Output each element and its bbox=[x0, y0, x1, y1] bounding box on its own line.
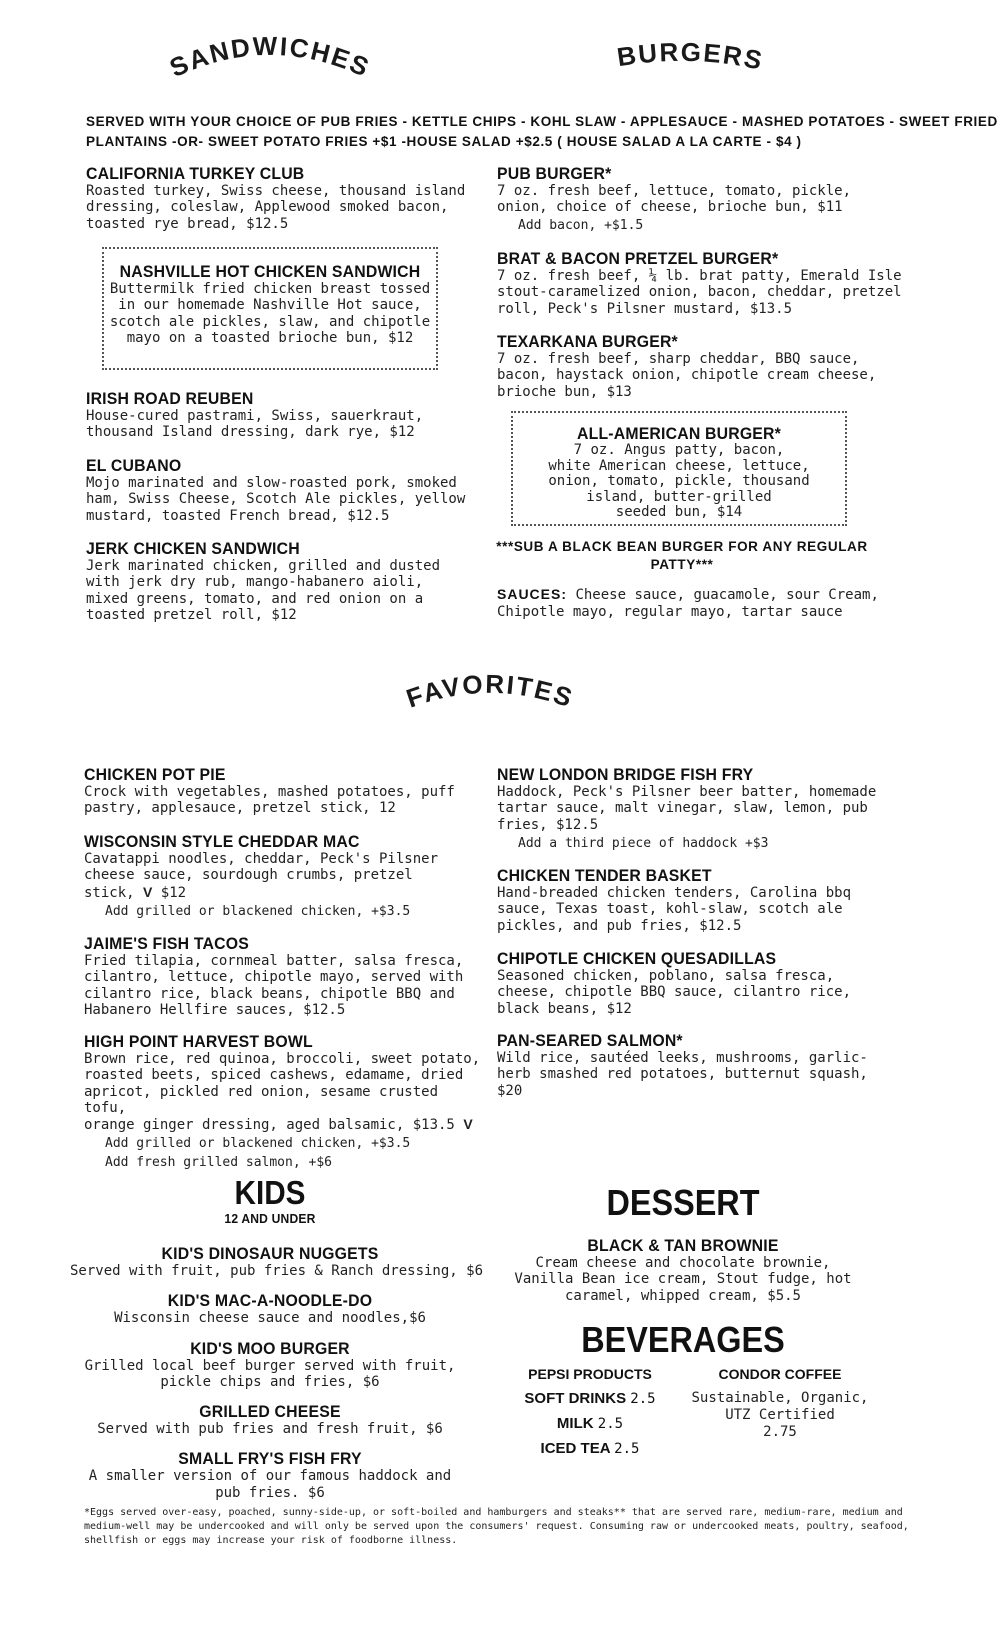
burgers-header bbox=[600, 22, 780, 82]
item-addon: Add bacon, +$1.5 bbox=[518, 217, 644, 233]
item-description: Brown rice, red quinoa, broccoli, sweet potato, roasted beets, spiced cashews, edamame, dried apricot, pickled red onion, sesame crusted tofu, bbox=[84, 1051, 481, 1116]
favorite-cheddar-mac bbox=[84, 832, 484, 920]
sauces-label: SAUCES: bbox=[497, 586, 568, 602]
item-description: Haddock, Peck's Pilsner beer batter, homemade tartar sauce, malt vinegar, slaw, lemon, pub fries, $12.5 bbox=[497, 784, 877, 833]
item-addon-1: Add grilled or blackened chicken, +$3.5 bbox=[105, 1136, 411, 1152]
sandwich-el-cubano bbox=[86, 456, 486, 524]
item-name: BLACK & TAN BROWNIE bbox=[587, 1236, 779, 1255]
item-name: GRILLED CHEESE bbox=[199, 1402, 341, 1422]
served-with-note bbox=[86, 112, 998, 152]
svg-text:FAVORITES: FAVORITES bbox=[402, 668, 578, 714]
item-description: Roasted turkey, Swiss cheese, thousand island dressing, coleslaw, Applewood smoked bacon, toasted rye bread, $12.5 bbox=[86, 183, 466, 232]
sandwich-california-turkey-club bbox=[86, 164, 486, 232]
favorite-chicken-tender-basket bbox=[497, 866, 937, 934]
item-name: CALIFORNIA TURKEY CLUB bbox=[86, 164, 305, 183]
black-bean-sub-note: ***SUB A BLACK BEAN BURGER FOR ANY REGULAR PATTY*** bbox=[496, 539, 868, 572]
item-name: KID'S MOO BURGER bbox=[190, 1338, 350, 1358]
soft-drinks-price: 2.5 bbox=[630, 1391, 656, 1407]
item-description: Wisconsin cheese sauce and noodles,$6 bbox=[114, 1310, 426, 1327]
item-name: JERK CHICKEN SANDWICH bbox=[86, 539, 300, 558]
item-name: PAN-SEARED SALMON* bbox=[497, 1031, 683, 1050]
item-description: Jerk marinated chicken, grilled and dusted with jerk dry rub, mango-habanero aioli, mixed greens, tomato, and red onion on a toasted pretzel roll, $12 bbox=[86, 558, 441, 623]
condor-coffee-description: Sustainable, Organic, UTZ Certified 2.75 bbox=[691, 1390, 869, 1440]
dessert-title: DESSERT bbox=[606, 1182, 760, 1223]
item-description: 7 oz. fresh beef, sharp cheddar, BBQ sauce, bacon, haystack onion, chipotle cream cheese, brioche bun, $13 bbox=[497, 351, 877, 400]
item-addon: Add grilled or blackened chicken, +$3.5 bbox=[105, 903, 411, 919]
iced-tea-price: 2.5 bbox=[614, 1441, 640, 1457]
item-name: SMALL FRY'S FISH FRY bbox=[178, 1449, 362, 1469]
sauces-row-1 bbox=[497, 584, 937, 604]
sandwich-nashville-hot-box bbox=[102, 247, 438, 370]
pepsi-products bbox=[505, 1366, 675, 1457]
beverages-title: BEVERAGES bbox=[581, 1319, 785, 1360]
sauces-line bbox=[497, 584, 937, 620]
item-name: TEXARKANA BURGER* bbox=[497, 332, 678, 351]
kids-grilled-cheese bbox=[70, 1402, 470, 1437]
item-description: 7 oz. fresh beef, ¼ lb. brat patty, Emerald Isle stout-caramelized onion, bacon, cheddar, pretzel roll, Peck's Pilsner mustard, $13.5 bbox=[497, 268, 902, 317]
served-with-line-2: PLANTAINS -OR- SWEET POTATO FRIES +$1 -HOUSE SALAD +$2.5 ( HOUSE SALAD A LA CARTE - $4 ) bbox=[86, 134, 802, 149]
kids-subtitle: 12 AND UNDER bbox=[224, 1211, 316, 1226]
item-description: Cream cheese and chocolate brownie, Vanilla Bean ice cream, Stout fudge, hot caramel, whipped cream, $5.5 bbox=[514, 1255, 852, 1304]
svg-text:BURGERS: BURGERS bbox=[615, 36, 767, 76]
svg-text:SANDWICHES: SANDWICHES bbox=[165, 30, 375, 84]
milk-item bbox=[505, 1415, 675, 1432]
footnote: *Eggs served over-easy, poached, sunny-side-up, or soft-boiled and hamburgers and steaks** that are served rare, medium-rare, medium and medium-well may be undercooked and will only be served upon the consumers' request. Consuming raw or undercooked meats, poultry, seafood, shellfish or eggs may increase your risk of foodborne illness. bbox=[84, 1507, 909, 1546]
condor-coffee-label: CONDOR COFFEE bbox=[718, 1366, 842, 1382]
condor-coffee bbox=[680, 1366, 880, 1441]
sauces-text: Cheese sauce, guacamole, sour Cream, bbox=[567, 587, 879, 603]
kids-title: KIDS bbox=[234, 1174, 306, 1211]
item-name: BRAT & BACON PRETZEL BURGER* bbox=[497, 249, 779, 268]
item-description: Hand-breaded chicken tenders, Carolina bbq sauce, Texas toast, kohl-slaw, scotch ale pickles, and pub fries, $12.5 bbox=[497, 885, 852, 934]
item-name: CHICKEN TENDER BASKET bbox=[497, 866, 712, 885]
item-name: EL CUBANO bbox=[86, 456, 182, 475]
item-name: KID'S DINOSAUR NUGGETS bbox=[161, 1244, 379, 1263]
vegetarian-icon: V bbox=[463, 1116, 473, 1133]
sauces-text-2: Chipotle mayo, regular mayo, tartar sauce bbox=[497, 604, 843, 620]
item-description-last bbox=[84, 1116, 484, 1133]
kids-mac-a-noodle-do bbox=[70, 1291, 470, 1326]
item-name: PUB BURGER* bbox=[497, 164, 612, 183]
favorite-harvest-bowl bbox=[84, 1032, 484, 1171]
desc-last: orange ginger dressing, aged balsamic, $13.5 bbox=[84, 1117, 455, 1134]
item-name: NEW LONDON BRIDGE FISH FRY bbox=[497, 765, 754, 784]
item-name: IRISH ROAD REUBEN bbox=[86, 389, 254, 408]
item-name: CHICKEN POT PIE bbox=[84, 765, 226, 784]
burger-brat-bacon-pretzel bbox=[497, 249, 937, 317]
item-description: Buttermilk fried chicken breast tossed in our homemade Nashville Hot sauce, scotch ale pickles, slaw, and chipotle mayo on a toasted brioche bun, $12 bbox=[109, 281, 431, 346]
milk-label: MILK bbox=[556, 1415, 594, 1432]
item-description: Served with fruit, pub fries & Ranch dressing, $6 bbox=[70, 1263, 484, 1279]
sandwiches-header bbox=[160, 20, 380, 90]
favorite-fish-fry bbox=[497, 765, 937, 852]
item-description: Mojo marinated and slow-roasted pork, smoked ham, Swiss Cheese, Scotch Ale pickles, yellow mustard, toasted French bread, $12.5 bbox=[86, 475, 466, 524]
served-with-line-1: SERVED WITH YOUR CHOICE OF PUB FRIES - KETTLE CHIPS - KOHL SLAW - APPLESAUCE - MASHED POTATOES - SWEET FRIED bbox=[86, 114, 998, 129]
dessert-section bbox=[483, 1183, 883, 1304]
iced-tea-label: ICED TEA bbox=[540, 1440, 610, 1457]
soft-drinks-item bbox=[505, 1390, 675, 1407]
item-name: KID'S MAC-A-NOODLE-DO bbox=[167, 1291, 373, 1311]
item-description: 7 oz. Angus patty, bacon, white American cheese, lettuce, onion, tomato, pickle, thousand island, butter-grilled seeded bun, $14 bbox=[548, 442, 810, 520]
favorite-quesadillas bbox=[497, 949, 937, 1017]
kids-moo-burger bbox=[70, 1339, 470, 1391]
item-name: ALL-AMERICAN BURGER* bbox=[577, 424, 781, 443]
item-description: Grilled local beef burger served with fruit, pickle chips and fries, $6 bbox=[84, 1357, 456, 1390]
desc-last: stick, bbox=[84, 884, 135, 901]
item-name: WISCONSIN STYLE CHEDDAR MAC bbox=[84, 832, 360, 851]
item-description: Crock with vegetables, mashed potatoes, puff pastry, applesauce, pretzel stick, 12 bbox=[84, 784, 455, 817]
burger-texarkana bbox=[497, 332, 937, 400]
item-description: 7 oz. fresh beef, lettuce, tomato, pickle, onion, choice of cheese, brioche bun, $11 bbox=[497, 183, 852, 216]
vegetarian-icon: V bbox=[143, 883, 153, 900]
burger-pub bbox=[497, 164, 937, 234]
favorite-chicken-pot-pie bbox=[84, 765, 484, 817]
price: $12 bbox=[152, 884, 187, 901]
dessert-black-tan-brownie bbox=[483, 1236, 883, 1304]
iced-tea-item bbox=[505, 1440, 675, 1457]
item-description: Fried tilapia, cornmeal batter, salsa fresca, cilantro, lettuce, chipotle mayo, served with cilantro rice, black beans, chipotle BBQ and Habanero Hellfire sauces, $12.5 bbox=[84, 953, 464, 1018]
item-description: House-cured pastrami, Swiss, sauerkraut, thousand Island dressing, dark rye, $12 bbox=[86, 408, 424, 441]
favorite-pan-seared-salmon bbox=[497, 1031, 937, 1099]
item-addon: Add a third piece of haddock +$3 bbox=[518, 835, 769, 851]
item-description-last bbox=[84, 884, 484, 901]
item-description: Cavatappi noodles, cheddar, Peck's Pilsner cheese sauce, sourdough crumbs, pretzel bbox=[84, 851, 439, 884]
item-name: HIGH POINT HARVEST BOWL bbox=[84, 1032, 313, 1051]
kids-dinosaur-nuggets bbox=[70, 1244, 484, 1279]
item-description: Served with pub fries and fresh fruit, $6 bbox=[97, 1421, 443, 1438]
item-name: JAIME'S FISH TACOS bbox=[84, 934, 249, 953]
sandwich-irish-road-reuben bbox=[86, 389, 486, 441]
burger-all-american-box bbox=[511, 411, 847, 526]
item-name: CHIPOTLE CHICKEN QUESADILLAS bbox=[497, 949, 777, 968]
sandwich-jerk-chicken bbox=[86, 539, 486, 623]
soft-drinks-label: SOFT DRINKS bbox=[524, 1390, 627, 1407]
pepsi-products-label: PEPSI PRODUCTS bbox=[528, 1366, 652, 1382]
item-name: NASHVILLE HOT CHICKEN SANDWICH bbox=[119, 262, 421, 281]
favorites-header bbox=[390, 660, 590, 720]
item-addon-2: Add fresh grilled salmon, +$6 bbox=[105, 1155, 332, 1171]
favorite-fish-tacos bbox=[84, 934, 484, 1018]
kids-section bbox=[70, 1174, 484, 1501]
item-description: Wild rice, sautéed leeks, mushrooms, garlic- herb smashed red potatoes, butternut squash, $20 bbox=[497, 1050, 868, 1099]
kids-small-fry-fish-fry bbox=[70, 1449, 470, 1501]
milk-price: 2.5 bbox=[597, 1416, 624, 1432]
item-description: A smaller version of our famous haddock and pub fries. $6 bbox=[88, 1468, 452, 1501]
item-description: Seasoned chicken, poblano, salsa fresca, cheese, chipotle BBQ sauce, cilantro rice, black beans, $12 bbox=[497, 968, 852, 1017]
